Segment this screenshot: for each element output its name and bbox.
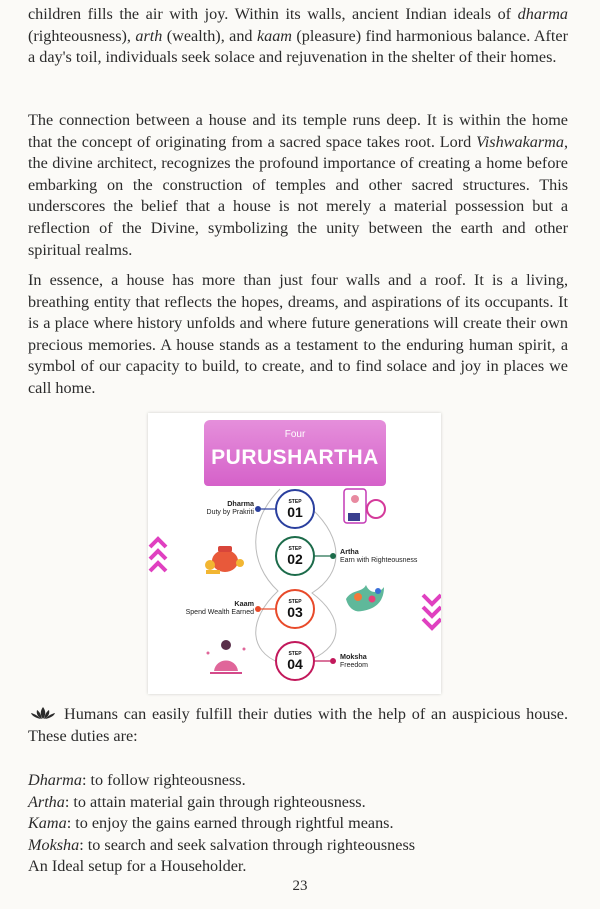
step-word: STEP	[288, 546, 302, 552]
caption-title: Moksha	[340, 652, 367, 661]
duty-term: Artha	[28, 792, 65, 811]
moksha-caption	[340, 653, 430, 670]
term-vishwakarma: Vishwakarma	[476, 132, 564, 151]
duty-item	[28, 813, 568, 835]
text: children fills the air with joy. Within its walls, ancient Indian ideals of	[28, 5, 518, 23]
artha-money-bag-icon	[205, 546, 244, 574]
kaam-caption	[158, 600, 254, 617]
caption-title: Kaam	[234, 599, 254, 608]
duty-text: : to attain material gain through righteousness.	[64, 792, 366, 811]
step-03-label	[275, 599, 315, 620]
paragraph-1	[28, 4, 568, 69]
step-word: STEP	[288, 599, 302, 605]
caption-desc: Earn with Righteousness	[340, 556, 418, 564]
duty-term: Dharma	[28, 771, 82, 789]
dharma-caption	[168, 500, 254, 517]
text: , the divine architect, recognizes the profound importance of creating a home before embarking on the construction of temples and other sacred structures. This underscores the belief that a house is not merely a material possession but a reflection of the Divine, symbolizing the unity between the earth and other spiritual realms.	[28, 132, 568, 259]
purushartha-infographic	[148, 413, 441, 694]
duty-term: Moksha	[28, 835, 80, 854]
kaam-colors-icon	[346, 585, 384, 611]
paragraph-2	[28, 110, 568, 261]
artha-caption	[340, 548, 440, 565]
moksha-meditation-icon	[207, 640, 246, 673]
chevron-up-icon	[150, 539, 166, 571]
caption-title: Dharma	[227, 499, 254, 508]
step-number: 03	[287, 604, 303, 620]
duty-item	[28, 792, 568, 814]
banner-subtitle: Four	[284, 429, 306, 440]
step-number: 04	[287, 656, 303, 672]
step-04-label	[275, 651, 315, 672]
duty-item	[28, 835, 568, 857]
caption-desc: Duty by Prakriti	[206, 508, 254, 516]
lotus-icon	[28, 706, 58, 720]
duty-text: : to follow righteousness.	[81, 771, 246, 789]
duty-text: : to search and seek salvation through righteousness	[79, 835, 416, 854]
step-02-label	[275, 546, 315, 567]
caption-desc: Spend Wealth Earned	[185, 608, 254, 616]
dharma-illustration-icon	[344, 489, 385, 523]
term-kaam: kaam	[256, 26, 292, 45]
title-banner	[204, 420, 386, 486]
text: (pleasure) find harmonious balance. After a day's toil, individuals seek solace and rejuvenation in the shelter of their homes.	[28, 26, 568, 67]
duties-list	[28, 770, 568, 878]
chevron-down-icon	[423, 595, 441, 628]
term-arth: arth	[135, 26, 163, 45]
step-number: 02	[287, 551, 303, 567]
duty-term: Kama	[28, 814, 67, 833]
duty-item	[28, 770, 568, 792]
text: The connection between a house and its temple runs deep. It is within the home that the concept of originating from a sacred space takes root. Lord	[28, 111, 568, 151]
paragraph-4	[28, 704, 568, 747]
text: Humans can easily fulfill their duties with the help of an auspicious house. These duties are:	[28, 705, 568, 745]
closing-line: An Ideal setup for a Householder.	[28, 857, 247, 876]
caption-desc: Freedom	[340, 661, 369, 669]
text: (wealth), and	[162, 26, 257, 45]
step-number: 01	[287, 504, 303, 520]
page-number: 23	[292, 878, 308, 894]
paragraph-3: In essence, a house has more than just four walls and a roof. It is a living, breathing entity that reflects the hopes, dreams, and aspirations of its occupants. It is a place where history unfolds and where future generations will create their own precious memories. A house stands as a testament to the enduring human spirit, a symbol of our capacity to build, to create, and to find solace and joy in places we call home.	[28, 271, 568, 397]
connector-curve-right	[312, 509, 336, 659]
text: (righteousness),	[28, 26, 136, 45]
banner-title: PURUSHARTHA	[211, 446, 379, 469]
duty-text: : to enjoy the gains earned through rightful means.	[66, 814, 394, 833]
caption-title: Artha	[340, 547, 359, 556]
term-dharma: dharma	[517, 5, 568, 23]
step-word: STEP	[288, 651, 302, 657]
step-01-label	[275, 499, 315, 520]
step-word: STEP	[288, 499, 302, 505]
